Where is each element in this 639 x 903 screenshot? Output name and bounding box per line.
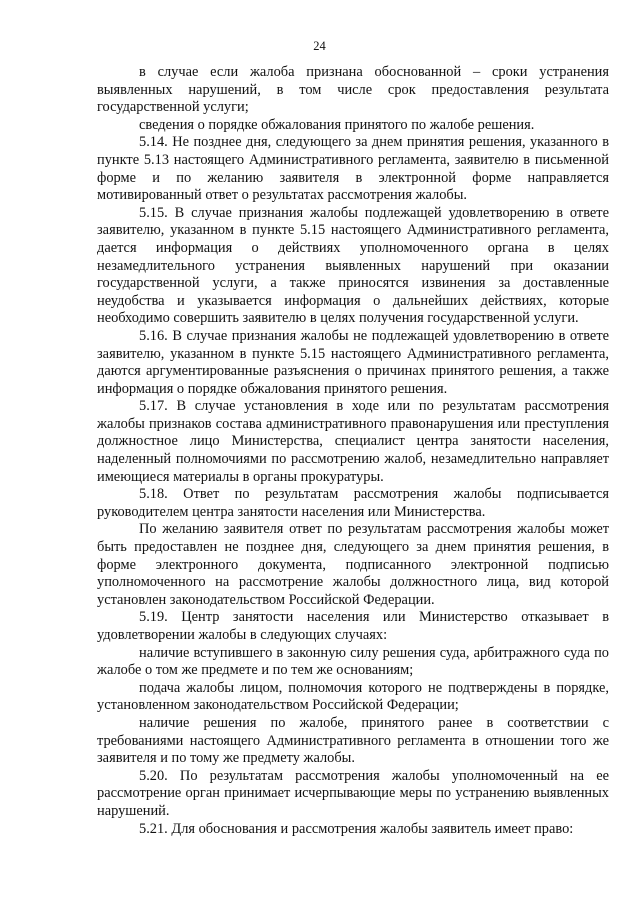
- paragraph-court-decision: наличие вступившего в законную силу решения суда, арбитражного суда по жалобе о том же предмете и по тем же основаниям;: [97, 644, 609, 679]
- paragraph-electronic-response: По желанию заявителя ответ по результатам рассмотрения жалобы может быть предоставлен не позднее дня, следующего за днем принятия решения, в форме электронного документа, подписанного электронной подписью уполномоченного на рассмотрение жалобы должностного лица, вид которой установлен законодательством Российской Федерации.: [97, 521, 609, 608]
- paragraph-5-18: 5.18. Ответ по результатам рассмотрения жалобы подписывается руководителем центра занятости населения или Министерства.: [97, 486, 609, 520]
- paragraph-5-14: 5.14. Не позднее дня, следующего за днем принятия решения, указанного в пункте 5.13 настоящего Административного регламента, заявителю в письменной форме и по желанию заявителя в электронной форме направляется мотивированный ответ о результатах рассмотрения жалобы.: [97, 134, 609, 204]
- page-number: 24: [313, 39, 326, 53]
- paragraph-5-19: 5.19. Центр занятости населения или Министерство отказывает в удовлетворении жалобы в следующих случаях:: [97, 609, 609, 643]
- paragraph-5-15: 5.15. В случае признания жалобы подлежащей удовлетворению в ответе заявителю, указанном в пункте 5.15 настоящего Административного регламента, дается информация о действиях уполномоченного органа в целях незамедлительного устранения выявленных нарушений при оказании государственной услуги, а также приносятся извинения за доставленные неудобства и указывается информация о дальнейших действиях, которые необходимо совершить заявителю в целях получения государственной услуги.: [97, 204, 609, 327]
- paragraph-5-17: 5.17. В случае установления в ходе или по результатам рассмотрения жалобы признаков состава административного правонарушения или преступления должностное лицо Министерства, специалист центра занятости населения, наделенный полномочиями по рассмотрению жалоб, незамедлительно направляет имеющиеся материалы в органы прокуратуры.: [97, 398, 609, 485]
- paragraph-deadline-elimination: в случае если жалоба признана обоснованной – сроки устранения выявленных нарушений, в том числе срок предоставления результата государственной услуги;: [97, 64, 609, 116]
- paragraph-5-21: 5.21. Для обоснования и рассмотрения жалобы заявитель имеет право:: [139, 820, 574, 837]
- document-body: [97, 64, 609, 838]
- paragraph-unauthorized-filer: подача жалобы лицом, полномочия которого не подтверждены в порядке, установленном законодательством Российской Федерации;: [97, 679, 609, 714]
- paragraph-prior-decision: наличие решения по жалобе, принятого ранее в соответствии с требованиями настоящего Административного регламента в отношении того же заявителя и по тому же предмету жалобы.: [97, 714, 609, 767]
- paragraph-appeal-procedure: сведения о порядке обжалования принятого по жалобе решения.: [139, 116, 535, 133]
- paragraph-5-16: 5.16. В случае признания жалобы не подлежащей удовлетворению в ответе заявителю, указанном в пункте 5.15 настоящего Административного регламента, даются аргументированные разъяснения о причинах принятого решения, а также информация о порядке обжалования принятого решения.: [97, 327, 609, 397]
- paragraph-5-20: 5.20. По результатам рассмотрения жалобы уполномоченный на ее рассмотрение орган принимает исчерпывающие меры по устранению выявленных нарушений.: [97, 767, 609, 819]
